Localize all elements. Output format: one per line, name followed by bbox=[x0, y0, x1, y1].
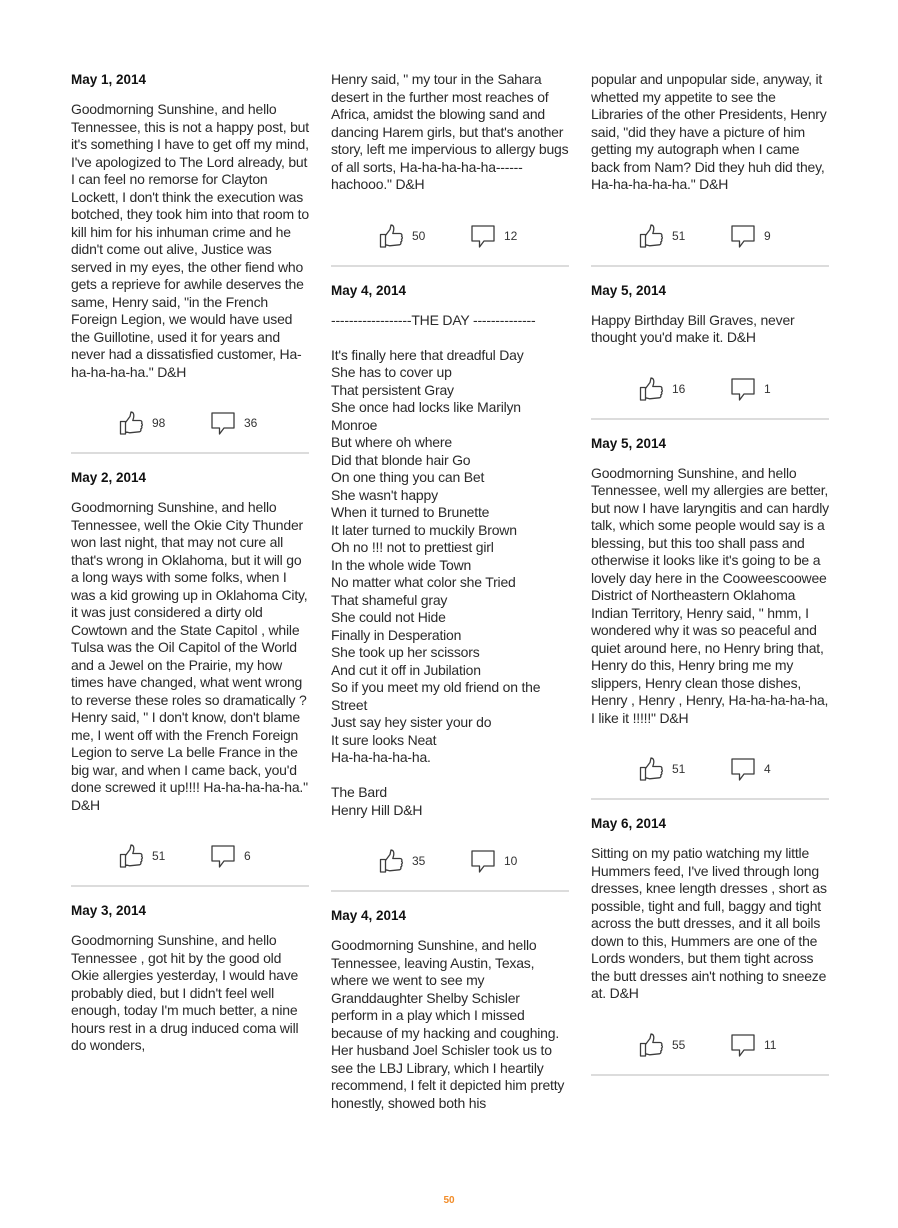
comment-icon bbox=[730, 223, 756, 249]
like-count: 55 bbox=[672, 1037, 686, 1052]
post-text: Sitting on my patio watching my little Hummers feed, I've lived through long dresses, knee length dresses , short as possible, tight and full, baggy and tight across the butt dresses, and it all boils down to this, Hummers are one of the Lords wonders, but them tight across the butt dresses ain't nothing to sneeze at. D&H bbox=[591, 845, 827, 1001]
like-count: 35 bbox=[412, 854, 426, 868]
comment-button[interactable] bbox=[730, 1032, 782, 1058]
thumbs-up-icon bbox=[638, 223, 664, 249]
comment-icon bbox=[210, 843, 236, 869]
post-text: Goodmorning Sunshine, and hello Tennessee, well the Okie City Thunder won last night, that may not cure all that's wrong in Oklahoma, but it will go a long ways with some folks, when I was a kid growing up in Oklahoma City, it was just considered a dirty old Cowtown and the State Capitol , while Tulsa was the Oil Capitol of the World and a Jewel on the Prairie, my how times have changed, what went wrong to reverse these roles so dramatically ? Henry said, " I don't know, don't blame me, I went off with the French Foreign Legion to serve La belle France in the big war, and when I came back, you'd done screwed it up!!!! Ha-ha-ha-ha-ha." D&H bbox=[71, 499, 308, 813]
comment-icon bbox=[730, 756, 756, 782]
like-count: 51 bbox=[152, 849, 166, 863]
comment-icon bbox=[730, 1032, 756, 1058]
like-count: 98 bbox=[152, 416, 166, 430]
post-date: May 4, 2014 bbox=[331, 282, 407, 298]
divider bbox=[331, 265, 569, 267]
divider bbox=[71, 885, 309, 887]
like-count: 50 bbox=[412, 228, 426, 243]
divider bbox=[331, 890, 569, 892]
comment-button[interactable] bbox=[210, 410, 262, 436]
post-may-6 bbox=[591, 815, 829, 1076]
post-may-3-continued bbox=[331, 71, 569, 267]
column-2 bbox=[331, 71, 569, 1112]
comment-button[interactable] bbox=[470, 223, 522, 249]
thumbs-up-icon bbox=[638, 376, 664, 402]
like-button[interactable] bbox=[638, 223, 690, 249]
comment-icon bbox=[730, 376, 756, 402]
thumbs-up-icon bbox=[378, 223, 404, 249]
divider bbox=[591, 265, 829, 267]
divider bbox=[71, 452, 309, 454]
post-actions bbox=[591, 1030, 829, 1060]
comment-button[interactable] bbox=[730, 223, 782, 249]
like-count: 51 bbox=[672, 762, 686, 776]
comment-count: 1 bbox=[764, 381, 771, 396]
divider bbox=[591, 1074, 829, 1076]
like-button[interactable] bbox=[378, 223, 430, 249]
comment-button[interactable] bbox=[470, 848, 522, 874]
comment-count: 10 bbox=[504, 854, 518, 868]
post-date: May 4, 2014 bbox=[331, 908, 407, 923]
post-actions bbox=[591, 374, 829, 404]
post-date: May 6, 2014 bbox=[591, 816, 667, 831]
post-text: Henry said, " my tour in the Sahara desert in the further most reaches of Africa, amidst the blowing sand and dancing Harem girls, but that's another story, left me impervious to allergy bugs of all sorts, Ha-ha-ha-ha-ha------hachooo." D&H bbox=[331, 71, 569, 192]
post-actions bbox=[331, 221, 569, 251]
like-button[interactable] bbox=[118, 410, 170, 436]
comment-button[interactable] bbox=[730, 756, 782, 782]
thumbs-up-icon bbox=[118, 410, 144, 436]
post-date: May 2, 2014 bbox=[71, 470, 147, 485]
divider bbox=[591, 418, 829, 420]
thumbs-up-icon bbox=[378, 848, 404, 874]
post-text: Goodmorning Sunshine, and hello Tennessee, this is not a happy post, but it's something I have to get off my mind, I've apologized to The Lord already, but I can feel no remorse for Clayton Lockett, I don't think the execution was botched, they took him into that room to kill him for his inhuman crime and he didn't come out alive, Justice was served in my eyes, the other fiend who gets a reprieve for awhile deserves the same, Henry said, "in the French Foreign Legion, we would have used the Guillotine, used it for years and never had a dissatisfied customer, Ha-ha-ha-ha-ha." D&H bbox=[71, 101, 309, 380]
comment-icon bbox=[210, 410, 236, 436]
post-actions bbox=[591, 221, 829, 251]
like-count: 51 bbox=[672, 228, 686, 243]
comment-count: 4 bbox=[764, 762, 771, 776]
post-may-5-birthday bbox=[591, 282, 829, 420]
like-button[interactable] bbox=[378, 848, 430, 874]
like-count: 16 bbox=[672, 381, 686, 396]
comment-count: 12 bbox=[504, 228, 518, 243]
page-number: 50 bbox=[443, 1195, 455, 1206]
column-1 bbox=[71, 71, 309, 1055]
thumbs-up-icon bbox=[118, 843, 144, 869]
post-actions bbox=[331, 846, 569, 876]
comment-icon bbox=[470, 223, 496, 249]
thumbs-up-icon bbox=[638, 756, 664, 782]
post-may-4-continued bbox=[591, 71, 829, 267]
post-may-1 bbox=[71, 71, 309, 454]
like-button[interactable] bbox=[638, 1032, 690, 1058]
post-may-4-poem bbox=[331, 282, 569, 893]
post-text: Goodmorning Sunshine, and hello Tennessee, well my allergies are better, but now I have laryngitis and can hardly talk, which some people would say is a blessing, but this too shall pass and otherwise it looks like it's going to be a lovely day here in the Cooweescoowee District of Northeastern Oklahoma Indian Territory, Henry said, " hmm, I wondered why it was so peaceful and quiet around here, no Henry bring that, Henry do this, Henry bring me my slippers, Henry clean those dishes, Henry , Henry , Henry, Ha-ha-ha-ha-ha, I like it !!!!!" D&H bbox=[591, 464, 829, 726]
post-actions bbox=[71, 841, 309, 871]
thumbs-up-icon bbox=[638, 1032, 664, 1058]
post-text: Goodmorning Sunshine, and hello Tennessee, leaving Austin, Texas, where we went to see my Granddaughter Shelby Schisler perform in a play which I missed because of my hacking and coughing. Her husband Joel Schisler took us to see the LBJ Library, which I heartily recommend, I felt it depicted him pretty honestly, showed both his bbox=[331, 937, 565, 1111]
post-may-3 bbox=[71, 902, 309, 1055]
comment-count: 11 bbox=[764, 1037, 777, 1052]
like-button[interactable] bbox=[118, 843, 170, 869]
post-text: Happy Birthday Bill Graves, never thought you'd make it. D&H bbox=[591, 311, 795, 345]
comment-count: 9 bbox=[764, 228, 771, 243]
post-actions bbox=[71, 408, 309, 438]
post-date: May 5, 2014 bbox=[591, 282, 667, 298]
comment-count: 36 bbox=[244, 416, 258, 430]
comment-button[interactable] bbox=[210, 843, 262, 869]
post-may-2 bbox=[71, 469, 309, 887]
post-text: Goodmorning Sunshine, and hello Tennessee , got hit by the good old Okie allergies yesterday, I would have probably died, but I didn't feel well enough, today I'm much better, a nine hours rest in a drug induced coma will do wonders, bbox=[71, 932, 299, 1053]
post-date: May 1, 2014 bbox=[71, 72, 147, 87]
post-date: May 5, 2014 bbox=[591, 435, 667, 451]
divider bbox=[591, 798, 829, 800]
post-actions bbox=[591, 754, 829, 784]
post-date: May 3, 2014 bbox=[71, 903, 147, 918]
post-may-4 bbox=[331, 907, 569, 1112]
post-text: popular and unpopular side, anyway, it whetted my appetite to see the Libraries of the other Presidents, Henry said, "did they have a picture of him getting my autograph when I came back from Nam? Did they huh did they, Ha-ha-ha-ha-ha." D&H bbox=[591, 71, 827, 192]
comment-count: 6 bbox=[244, 849, 251, 863]
post-text: ------------------THE DAY -------------- It's finally here that dreadful Day She has to cover up That persistent Gray She once had locks like Marilyn Monroe But where oh where Did that blonde hair Go On one thing you can Bet She wasn't happy When it turned to Brunette It later turned to muckily Brown Oh no !!! not to prettiest girl In the whole wide Town No matter what color she Tried That shameful gray She could not Hide Finally in Desperation She took up her scissors And cut it off in Jubilation So if you meet my old friend on the Street Just say hey sister your do It sure looks Neat Ha-ha-ha-ha-ha. The Bard Henry Hill D&H bbox=[331, 311, 541, 818]
like-button[interactable] bbox=[638, 376, 690, 402]
comment-icon bbox=[470, 848, 496, 874]
comment-button[interactable] bbox=[730, 376, 782, 402]
like-button[interactable] bbox=[638, 756, 690, 782]
column-3 bbox=[591, 71, 829, 1091]
post-may-5 bbox=[591, 435, 829, 801]
